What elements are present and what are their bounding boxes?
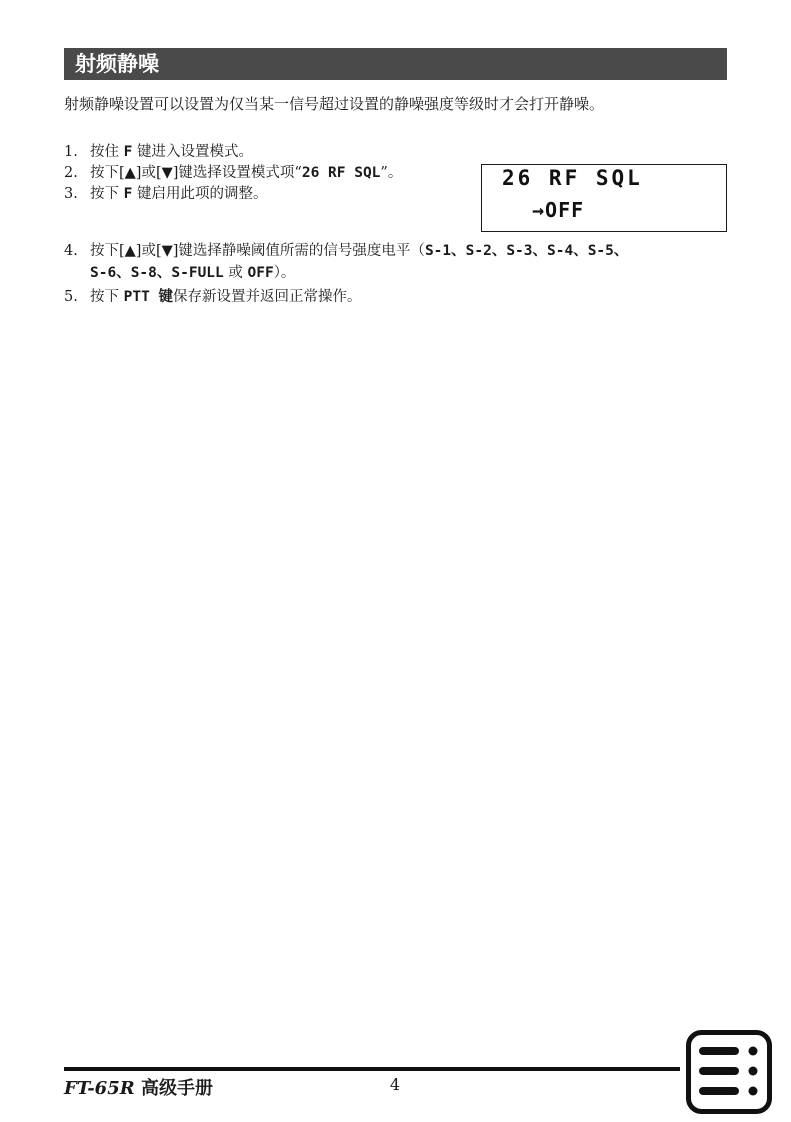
step-number: 5. xyxy=(64,289,78,305)
footer-manual-title: 高级手册 xyxy=(134,1078,213,1099)
step-text: ）。 xyxy=(273,265,296,281)
step-text: 或 xyxy=(223,265,248,281)
step-number: 2. xyxy=(64,165,78,181)
section-title: 射频静噪 xyxy=(64,48,727,80)
step-text: 键启用此项的调整。 xyxy=(132,186,268,202)
step-text: 按住 xyxy=(90,144,124,160)
lcd-line-1: 26 RF SQL xyxy=(502,166,643,190)
lcd-line-2: →OFF xyxy=(532,198,585,222)
step-3 xyxy=(64,183,267,205)
step-text: ”。 xyxy=(380,165,403,181)
step-text: 按下 xyxy=(90,289,124,305)
menu-list-icon[interactable] xyxy=(686,1030,772,1114)
signal-levels: S-1、S-2、S-3、S-4、S-5、 xyxy=(424,243,629,259)
footer-model: FT-65R xyxy=(64,1078,135,1099)
page-number: 4 xyxy=(389,1075,401,1094)
step-1 xyxy=(64,141,253,163)
step-2 xyxy=(64,162,402,184)
step-text: 保存新设置并返回正常操作。 xyxy=(173,289,362,305)
step-text: 键进入设置模式。 xyxy=(132,144,253,160)
step-text: 按下 xyxy=(90,186,124,202)
lcd-display xyxy=(481,164,727,232)
off-option: OFF xyxy=(247,265,274,281)
footer-rule xyxy=(64,1067,680,1071)
section-intro: 射频静噪设置可以设置为仅当某一信号超过设置的静噪强度等级时才会打开静噪。 xyxy=(64,95,605,113)
step-text: 按下[▲]或[▼]键选择设置模式项“ xyxy=(90,165,302,181)
step-number: 4. xyxy=(64,243,78,259)
step-number: 3. xyxy=(64,186,78,202)
step-number: 1. xyxy=(64,144,78,160)
footer-title xyxy=(64,1074,213,1100)
step-text: 按下[▲]或[▼]键选择静噪阈值所需的信号强度电平（ xyxy=(90,243,425,259)
menu-item-label: 26 RF SQL xyxy=(301,165,381,181)
signal-levels: S-6、S-8、S-FULL xyxy=(90,265,224,281)
key-label: F xyxy=(123,186,133,202)
key-label: PTT 键 xyxy=(123,289,174,305)
step-5 xyxy=(64,286,362,308)
step-4 xyxy=(64,240,734,284)
key-label: F xyxy=(123,144,133,160)
